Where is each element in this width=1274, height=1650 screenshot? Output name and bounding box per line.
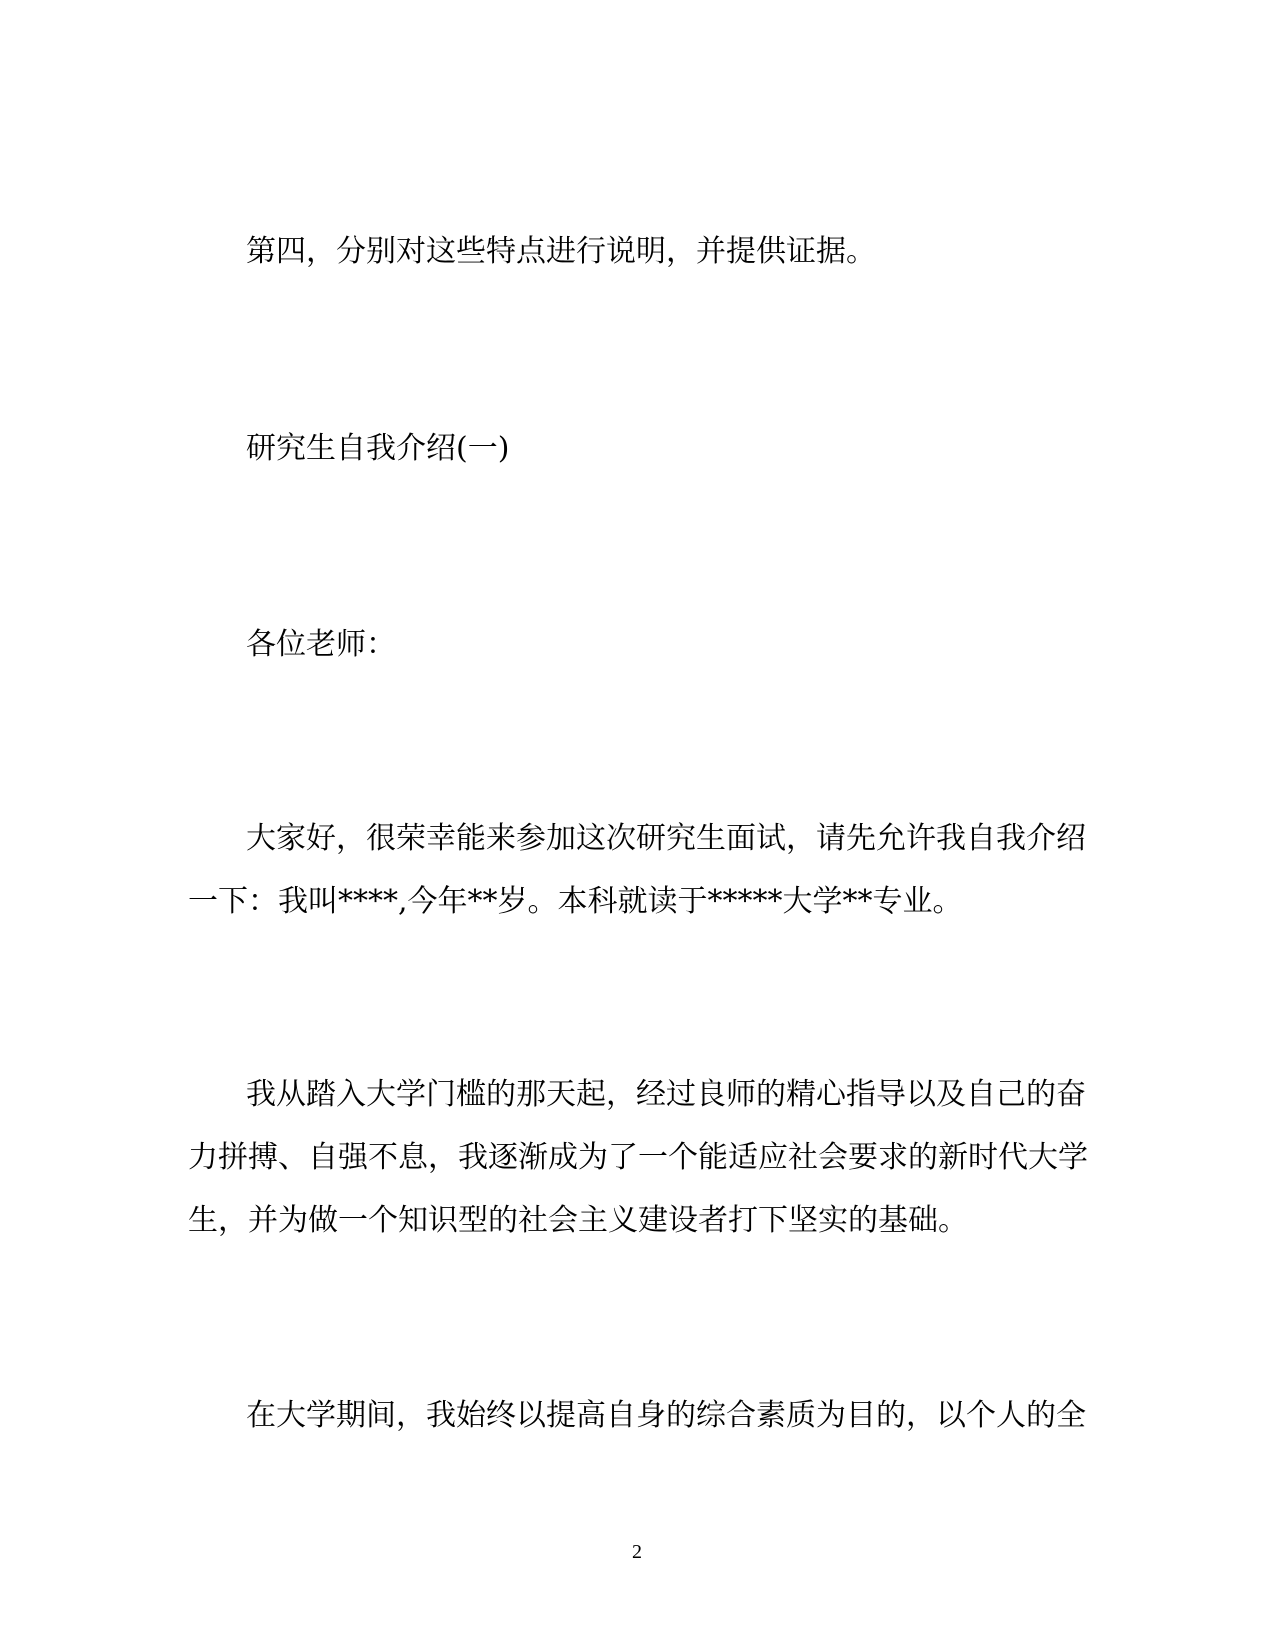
paragraph-line: 大家好，很荣幸能来参加这次研究生面试，请先允许我自我介绍: [246, 821, 1086, 856]
paragraph-line: 生，并为做一个知识型的社会主义建设者打下坚实的基础。: [188, 1203, 968, 1238]
section-heading: 研究生自我介绍(一): [246, 431, 510, 466]
salutation: 各位老师：: [246, 627, 396, 662]
paragraph-line: 在大学期间，我始终以提高自身的综合素质为目的，以个人的全: [246, 1398, 1086, 1433]
page-number: 2: [632, 1541, 642, 1563]
paragraph-line: 我从踏入大学门槛的那天起，经过良师的精心指导以及自己的奋: [246, 1077, 1086, 1112]
paragraph-line: 力拼搏、自强不息，我逐渐成为了一个能适应社会要求的新时代大学: [188, 1140, 1088, 1175]
paragraph-line: 第四，分别对这些特点进行说明，并提供证据。: [246, 234, 876, 269]
paragraph-line: 一下：我叫****,今年**岁。本科就读于*****大学**专业。: [188, 884, 963, 919]
